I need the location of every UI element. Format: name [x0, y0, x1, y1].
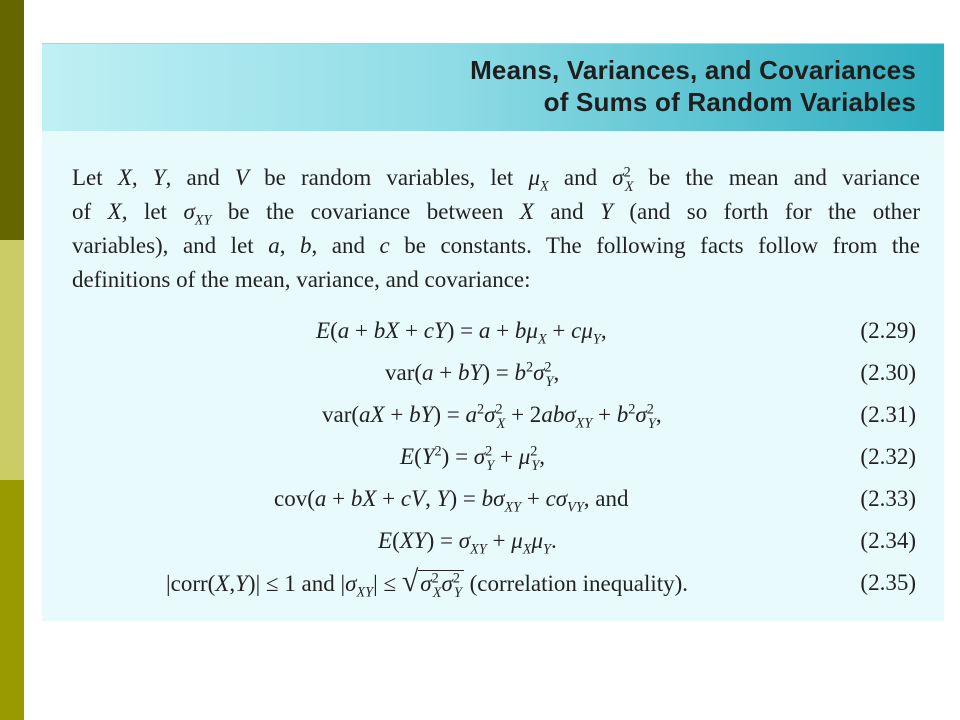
stripe-top [0, 0, 24, 240]
title-line-2: of Sums of Random Variables [543, 87, 916, 117]
key-concept-box [42, 43, 944, 621]
equation-number: (2.33) [860, 486, 916, 511]
equation-2-34: $E(XY) = \sigma_{XY} + \mu_X\mu_Y$. (2.34) [378, 528, 916, 558]
key-concept-header [42, 44, 944, 131]
equation-2-35: |corr(X,Y)| ≤ 1 and $|\sigma_{XY}| \le √\sigma^2_X\sigma^2_Y$ (correlation inequality). (2.35) [166, 565, 916, 601]
equation-2-33: cov(a + bX + cV, $Y) = b\sigma_{XY} + c\sigma_{VY}$, and (2.33) [274, 486, 916, 516]
equation-number: (2.31) [860, 402, 916, 427]
key-concept-title [470, 54, 916, 118]
equation-2-32: $E(Y^2) = \sigma^2_Y + \mu^2_Y$, (2.32) [400, 443, 916, 474]
equation-number: (2.30) [860, 360, 916, 385]
equation-number: (2.29) [860, 318, 916, 343]
intro-paragraph [72, 161, 920, 297]
equation-2-29: E(a + bX + $cY) = a + b\mu_X + c\mu_Y$, (2.29) [316, 318, 916, 348]
equation-2-30: $var(a + bY) = b^2\sigma^2_Y$, (2.30) [385, 359, 916, 390]
equation-2-31: $var(aX + bY) = a^2\sigma^2_X + 2ab\sigma_{XY} + b^2\sigma^2_Y$, (2.31) [322, 401, 916, 432]
stripe-bottom [0, 480, 24, 720]
intro-line-1: Let X, Y, and V be random variables, let $\mu_X$ and $\sigma^2_X$ be the mean and variance [72, 164, 920, 195]
title-line-1: Means, Variances, and Covariances [470, 55, 916, 85]
equation-number: (2.35) [860, 570, 916, 595]
equation-number: (2.34) [860, 528, 916, 553]
intro-line-4: definitions of the mean, variance, and covariance: [72, 267, 531, 292]
intro-line-2: of X, let $\sigma_{XY}$ be the covariance between X and Y (and so forth for the other [72, 199, 921, 229]
stripe-middle [0, 240, 24, 480]
intro-line-3: variables), and let a, b, and c be constants. The following facts follow from the [72, 233, 921, 258]
equation-number: (2.32) [860, 444, 916, 469]
